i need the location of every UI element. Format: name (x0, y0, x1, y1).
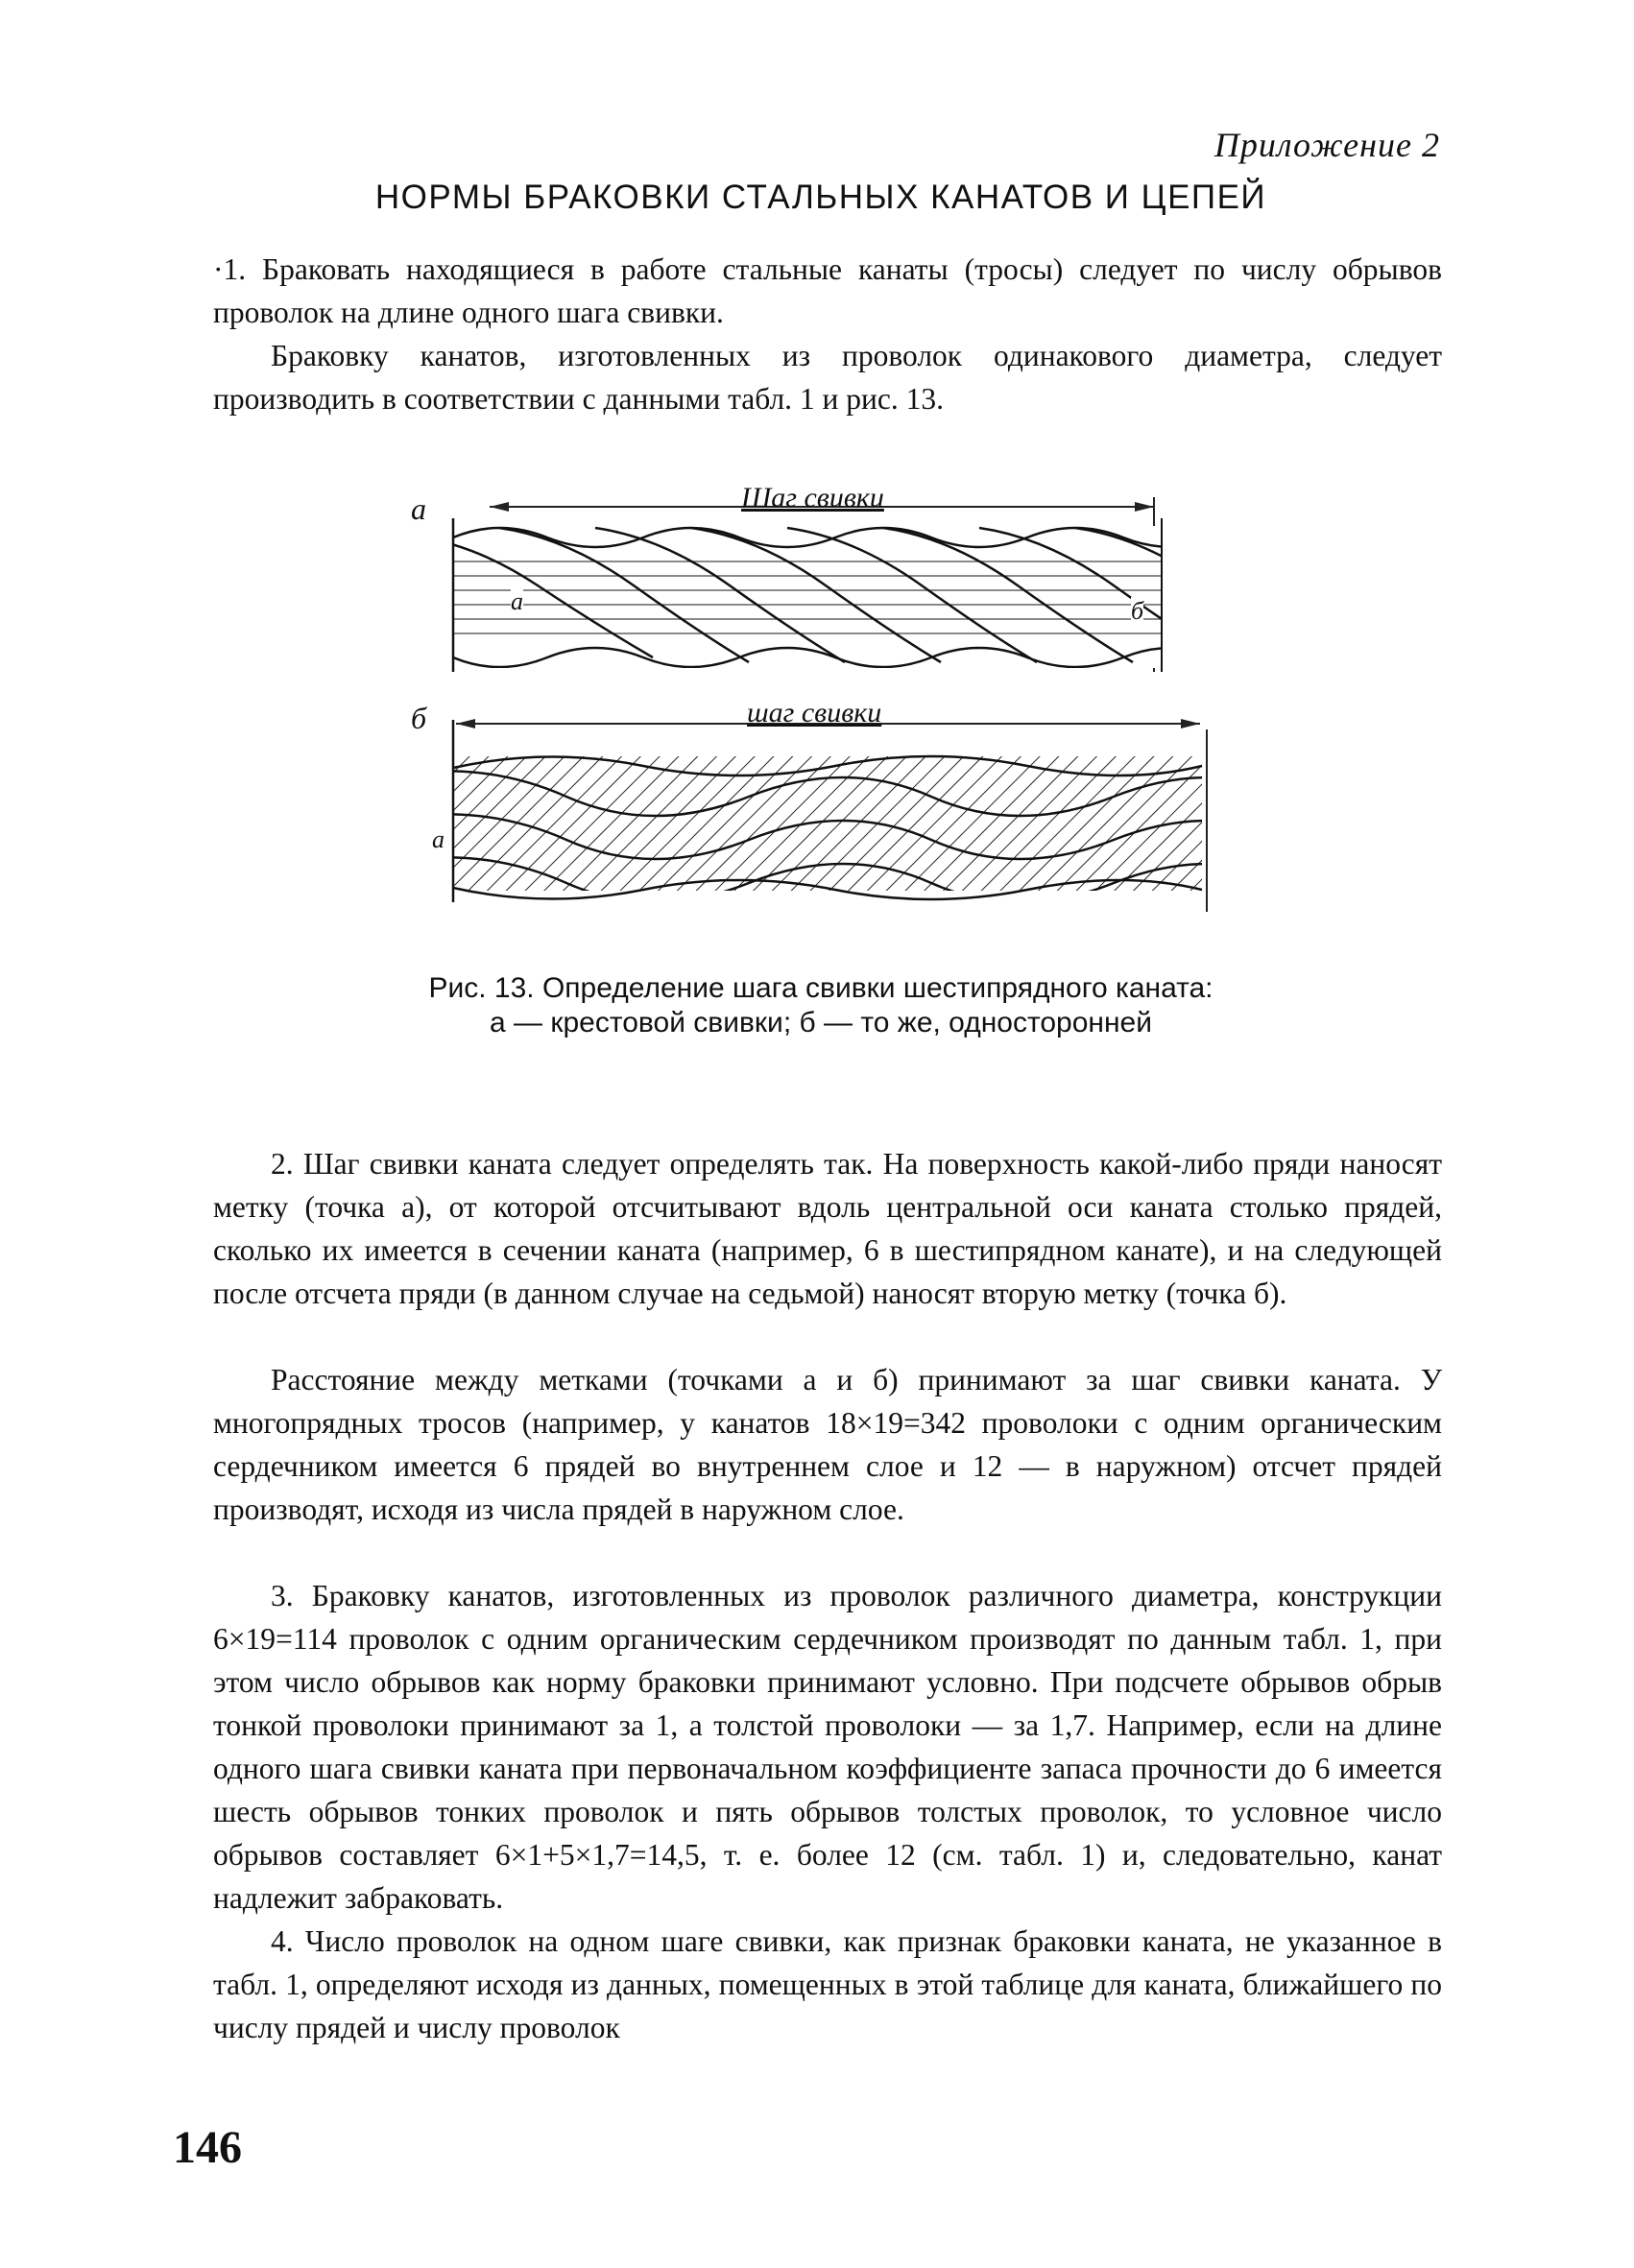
figure-caption: Рис. 13. Определение шага свивки шестипрядного каната: а — крестовой свивки; б — то же, односторонней (428, 972, 1213, 1039)
point-a-lower-label: а (432, 825, 445, 853)
panel-a-letter: а (411, 491, 426, 526)
paragraph-4: Расстояние между метками (точками а и б) принимают за шаг свивки каната. У многопрядных тросов (например, у канатов 18×19=342 проволоки с одним органическим сердечником имеется 6 прядей во внутреннем слое и 12 — в наружном) отсчет прядей производят, исходя из числа прядей в наружном слое. (213, 1363, 1442, 1526)
paragraph-5: 3. Браковку канатов, изготовленных из проволок различного диаметра, конструкции 6×19=114 проволок с одним органическим сердечником производят по данным табл. 1, при этом число обрывов как норму браковки принимают условно. При подсчете обрывов обрыв тонкой проволоки принимают за 1, а толстой проволоки — за 1,7. Например, если на длине одного шага свивки каната при первоначальном коэффициенте запаса прочности до 6 имеется шесть обрывов тонких проволок и пять обрывов толстых проволок, то условное число обрывов составляет 6×1+5×1,7=14,5, т. е. более 12 (см. табл. 1) и, следовательно, канат надлежит забраковать. (213, 1579, 1442, 1915)
appendix-label: Приложение 2 (1213, 126, 1440, 164)
page-number: 146 (173, 2122, 242, 2173)
point-a-label: а (511, 587, 523, 615)
paragraph-1: ·1. Браковать находящиеся в работе стальные канаты (тросы) следует по числу обрывов проволок на длине одного шага свивки. (213, 252, 1442, 329)
rope-a (422, 497, 1248, 672)
panel-b-letter: б (411, 701, 427, 735)
dimension-label-a: Шаг свивки (741, 482, 884, 513)
page-title: НОРМЫ БРАКОВКИ СТАЛЬНЫХ КАНАТОВ И ЦЕПЕЙ (374, 179, 1267, 216)
rope-b (403, 719, 1248, 912)
point-b-label: б (1131, 597, 1144, 625)
figure-13 (403, 480, 1248, 941)
dimension-label-b: шаг свивки (747, 697, 882, 728)
paragraph-6: 4. Число проволок на одном шаге свивки, как признак браковки каната, не указанное в табл. 1, определяют исходя из данных, помещенных в этой таблице для каната, ближайшего по числу прядей и числу проволок (213, 1924, 1442, 2044)
paragraph-3: 2. Шаг свивки каната следует определять так. На поверхность какой-либо пряди наносят метку (точка а), от которой отсчитывают вдоль центральной оси каната столько прядей, сколько их имеется в сечении каната (например, 6 в шестипрядном канате), и на следующей после отсчета пряди (в данном случае на седьмой) наносят вторую метку (точка б). (213, 1147, 1442, 1310)
paragraph-2: Браковку канатов, изготовленных из проволок одинакового диаметра, следует производить в соответствии с данными табл. 1 и рис. 13. (213, 339, 1442, 416)
